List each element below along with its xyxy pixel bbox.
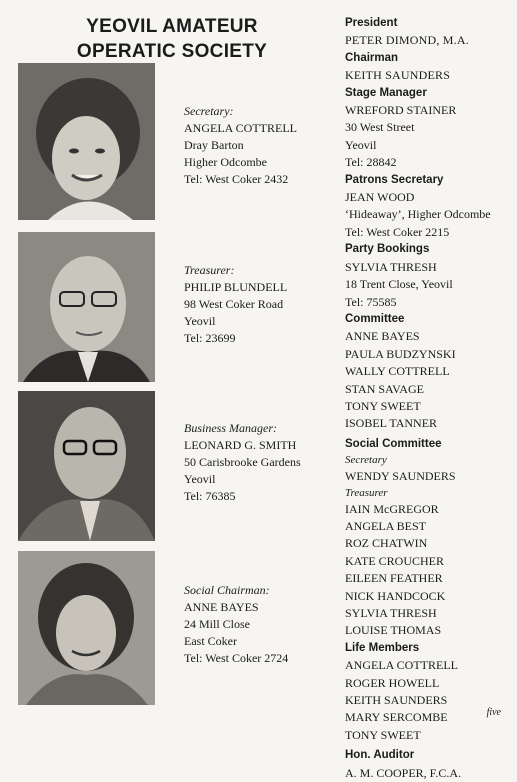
officer-name: LEONARD G. SMITH <box>184 438 297 452</box>
officer-name: PHILIP BLUNDELL <box>184 280 288 294</box>
committee-member: PAULA BUDZYNSKI <box>345 346 456 361</box>
portrait-woman-icon <box>18 551 155 705</box>
heading-life-members: Life Members <box>345 641 420 654</box>
photo-business-manager <box>18 391 155 541</box>
page-number: five <box>486 707 501 718</box>
portrait-man-glasses-icon <box>18 232 155 382</box>
stage-manager-line: 30 West Street <box>345 120 415 135</box>
social-member: NICK HANDCOCK <box>345 588 446 603</box>
stage-manager-line: Yeovil <box>345 137 377 152</box>
officer-line: Tel: West Coker 2724 <box>184 651 289 665</box>
life-member: ANGELA COTTRELL <box>345 658 458 673</box>
officer-line: 98 West Coker Road <box>184 297 284 311</box>
officer-name: ANGELA COTTRELL <box>184 121 297 135</box>
portrait-man-glasses-icon <box>18 391 155 541</box>
party-line: 18 Trent Close, Yeovil <box>345 277 453 292</box>
officer-role: Secretary: <box>184 104 234 118</box>
photo-secretary <box>18 63 155 220</box>
officer-line: Tel: 76385 <box>184 489 236 503</box>
officer-business-manager <box>184 420 301 505</box>
patrons-line: ‘Hideaway’, Higher Odcombe <box>345 207 491 222</box>
committee-member: TONY SWEET <box>345 398 421 413</box>
social-member: EILEEN FEATHER <box>345 571 443 586</box>
heading-president: President <box>345 17 398 29</box>
social-member: KATE CROUCHER <box>345 553 445 568</box>
life-member: MARY SERCOMBE <box>345 710 448 725</box>
heading-chairman: Chairman <box>345 51 399 64</box>
social-treasurer-label: Treasurer <box>345 486 388 499</box>
officer-line: Tel: 23699 <box>184 331 236 345</box>
officer-social-chairman <box>184 582 288 667</box>
social-member: LOUISE THOMAS <box>345 623 442 638</box>
officer-line: Yeovil <box>184 472 216 486</box>
life-member: KEITH SAUNDERS <box>345 693 448 708</box>
committee-member: STAN SAVAGE <box>345 381 424 396</box>
stage-manager-line: Tel: 28842 <box>345 155 397 170</box>
patrons-line: Tel: West Coker 2215 <box>345 224 450 239</box>
social-secretary-label: Secretary <box>345 454 387 467</box>
social-member: ANGELA BEST <box>345 518 426 533</box>
committee-member: WALLY COTTRELL <box>345 364 450 379</box>
stage-manager-line: WREFORD STAINER <box>345 103 457 118</box>
heading-stage-manager: Stage Manager <box>345 86 427 99</box>
committee-member: ANNE BAYES <box>345 329 420 344</box>
social-member: IAIN McGREGOR <box>345 501 439 516</box>
heading-party-bookings: Party Bookings <box>345 243 430 256</box>
officer-line: Tel: West Coker 2432 <box>184 172 289 186</box>
officer-line: Dray Barton <box>184 138 244 152</box>
social-member: ROZ CHATWIN <box>345 536 428 551</box>
auditor-name: A. M. COOPER, F.C.A. <box>345 765 462 780</box>
president-name: PETER DIMOND, M.A. <box>345 33 469 48</box>
photo-treasurer <box>18 232 155 382</box>
patrons-line: JEAN WOOD <box>345 190 415 205</box>
title-line-2: OPERATIC SOCIETY <box>76 41 268 62</box>
officer-line: Higher Odcombe <box>184 155 267 169</box>
photo-social-chairman <box>18 551 155 705</box>
heading-social-committee: Social Committee <box>345 437 442 450</box>
heading-committee: Committee <box>345 312 405 325</box>
officer-line: Yeovil <box>184 314 216 328</box>
officer-name: ANNE BAYES <box>184 600 259 614</box>
page-title <box>22 14 322 64</box>
heading-hon-auditor: Hon. Auditor <box>345 749 415 762</box>
party-line: SYLVIA THRESH <box>345 259 437 274</box>
life-member: TONY SWEET <box>345 727 421 742</box>
committee-member: ISOBEL TANNER <box>345 416 438 431</box>
portrait-woman-icon <box>18 63 155 220</box>
heading-patrons-secretary: Patrons Secretary <box>345 173 444 186</box>
officer-role: Social Chairman: <box>184 583 270 597</box>
life-member: ROGER HOWELL <box>345 675 440 690</box>
officer-role: Business Manager: <box>184 421 277 435</box>
officer-line: East Coker <box>184 634 237 648</box>
officer-line: 50 Carisbrooke Gardens <box>184 455 301 469</box>
party-line: Tel: 75585 <box>345 294 397 309</box>
officer-secretary <box>184 103 297 188</box>
officer-line: 24 Mill Close <box>184 617 251 631</box>
officer-treasurer <box>184 262 287 347</box>
officer-role: Treasurer: <box>184 263 235 277</box>
officials-column <box>345 15 515 782</box>
social-member: SYLVIA THRESH <box>345 606 437 620</box>
chairman-name: KEITH SAUNDERS <box>345 68 451 83</box>
social-secretary-name: WENDY SAUNDERS <box>345 469 456 484</box>
title-line-1: YEOVIL AMATEUR <box>86 16 258 37</box>
